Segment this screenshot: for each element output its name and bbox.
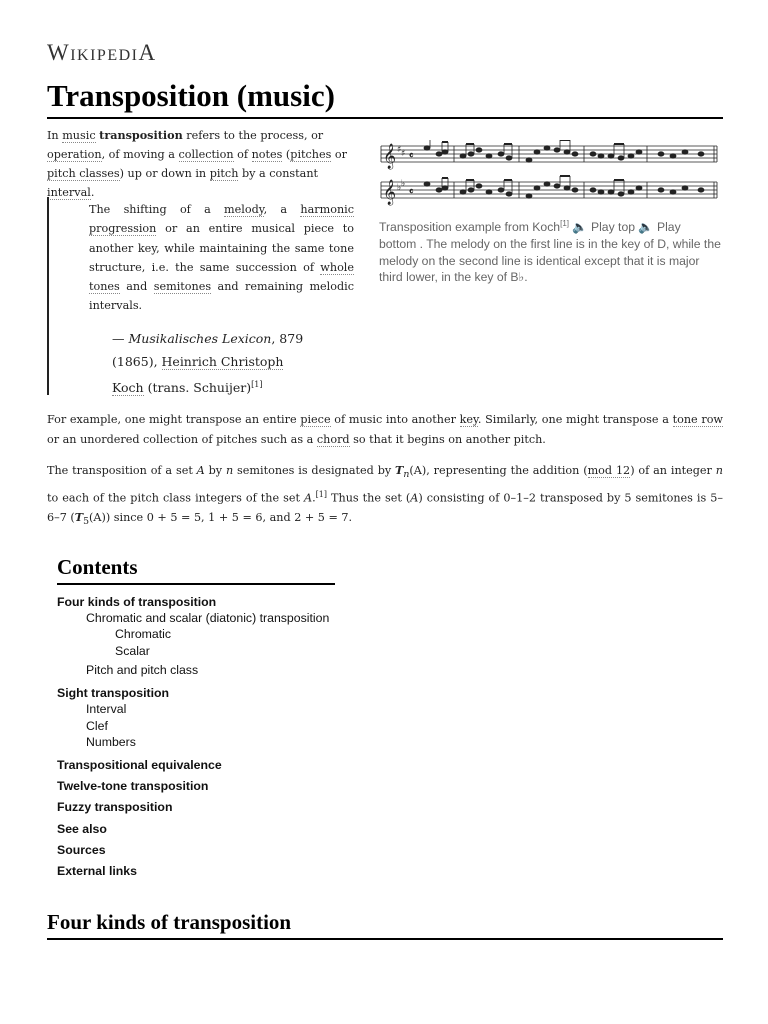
toc-item-four-kinds[interactable]: Four kinds of transposition	[57, 595, 217, 609]
toc-item-interval[interactable]: Interval	[86, 702, 127, 716]
svg-text:♯: ♯	[397, 145, 402, 155]
title-rule	[47, 117, 723, 119]
music-score-image	[379, 140, 721, 214]
ref-1-inline[interactable]: [1]	[315, 489, 328, 499]
toc-item-chromatic-scalar[interactable]: Chromatic and scalar (diatonic) transposition	[86, 611, 330, 625]
toc-item-scalar[interactable]: Scalar	[115, 644, 150, 658]
quote-text: The shifting of a melody, a harmonic progression or an entire musical piece to another key, while maintaining the same tone structure, i.e. the same succession of whole tones and semitones and remaining melodic intervals.	[89, 203, 355, 313]
link-semitones[interactable]: semitones	[153, 280, 212, 294]
toc-item-sources[interactable]: Sources	[57, 843, 106, 857]
link-whole-tones[interactable]: whole tones	[89, 260, 354, 294]
toc-item-twelve-tone[interactable]: Twelve-tone transposition	[57, 779, 209, 793]
svg-text:♭: ♭	[401, 179, 406, 189]
wordmark-initial: W	[47, 40, 71, 65]
svg-text:♯: ♯	[401, 149, 406, 159]
toc-item-numbers[interactable]: Numbers	[86, 735, 136, 749]
play-bottom-link[interactable]: Play bottom	[379, 220, 681, 251]
toc-item-clef[interactable]: Clef	[86, 719, 108, 733]
link-pitches[interactable]: pitches	[290, 148, 332, 161]
link-notes[interactable]: notes	[251, 148, 283, 161]
wordmark-final: A	[138, 40, 157, 65]
paragraph-example: For example, one might transpose an entire piece of music into another key. Similarly, one might transpose a tone row or an unordered collection of pitches such as a chord so that it begins on another pitch.	[47, 413, 724, 446]
link-tone-row[interactable]: tone row	[672, 413, 724, 426]
link-melody[interactable]: melody	[224, 203, 264, 216]
svg-text:♭: ♭	[397, 183, 402, 193]
quote-citation: — Musikalisches Lexicon, 879 (1865), Heinrich Christoph Koch (trans. Schuijer)[1]	[112, 331, 304, 396]
table-of-contents	[57, 555, 337, 885]
blockquote	[47, 197, 355, 396]
section-heading: Four kinds of transposition	[47, 910, 292, 934]
figure-caption: Transposition example from Koch[1] 🔈 Play top 🔈 Play bottom . The melody on the first line is in the key of D, while the melody on the second line is identical except that it is major third lower, in the key of B♭.	[379, 219, 721, 285]
speaker-icon[interactable]: 🔈	[638, 220, 654, 235]
toc-item-pitch-class[interactable]: Pitch and pitch class	[86, 663, 199, 677]
caption-ref-1[interactable]: [1]	[560, 219, 569, 228]
link-key[interactable]: key	[459, 413, 478, 426]
svg-text:𝄴: 𝄴	[409, 151, 414, 162]
link-piece[interactable]: piece	[300, 413, 331, 426]
toc-heading: Contents	[57, 555, 138, 579]
link-music[interactable]: music	[62, 129, 96, 142]
link-collection[interactable]: collection	[178, 148, 234, 161]
svg-text:𝄞: 𝄞	[383, 180, 397, 205]
toc-item-external-links[interactable]: External links	[57, 864, 137, 878]
toc-item-chromatic[interactable]: Chromatic	[115, 627, 172, 641]
toc-item-fuzzy[interactable]: Fuzzy transposition	[57, 800, 173, 814]
link-operation[interactable]: operation	[47, 148, 102, 161]
paragraph-set-transposition: The transposition of a set A by n semitones is designated by $T_n(A)$, representing the addition (mod 12) of an integer n to each of the pitch class integers of the set A.[1] Thus the set (A) consisting of 0–1–2 transposed by 5 semitones is 5–6–7 $(T_5(A))$ since 0 + 5 = 5, 1 + 5 = 6, and 2 + 5 = 7.	[47, 463, 723, 528]
speaker-icon[interactable]: 🔈	[572, 220, 588, 235]
page-title: Transposition (music)	[47, 78, 335, 113]
play-top-link[interactable]: Play top	[587, 220, 639, 235]
link-interval[interactable]: interval	[47, 186, 91, 199]
link-pitch[interactable]: pitch	[209, 167, 239, 180]
ref-1[interactable]: [1]	[251, 380, 263, 389]
wordmark-body: IKIPEDI	[70, 47, 139, 64]
toc-item-transpositional-equivalence[interactable]: Transpositional equivalence	[57, 758, 222, 772]
svg-text:𝄴: 𝄴	[409, 187, 414, 198]
wikipedia-wordmark[interactable]	[47, 40, 157, 66]
link-mod-12[interactable]: mod 12	[587, 464, 631, 477]
toc-item-see-also[interactable]: See also	[57, 822, 107, 836]
toc-item-sight-transposition[interactable]: Sight transposition	[57, 686, 170, 700]
intro-paragraph: In music transposition refers to the process, or operation, of moving a collection of notes (pitches or pitch classes) up or down in pitch by a constant interval.	[47, 128, 348, 199]
svg-text:𝄞: 𝄞	[383, 144, 397, 169]
link-harmonic-progression[interactable]: harmonic progression	[89, 203, 354, 236]
link-pitch-classes[interactable]: pitch classes	[47, 167, 120, 180]
link-koch[interactable]: Heinrich Christoph Koch	[112, 354, 284, 396]
score-figure[interactable]	[379, 140, 721, 214]
link-chord[interactable]: chord	[316, 432, 350, 446]
section-rule	[47, 938, 723, 940]
bold-term: transposition	[99, 128, 183, 142]
